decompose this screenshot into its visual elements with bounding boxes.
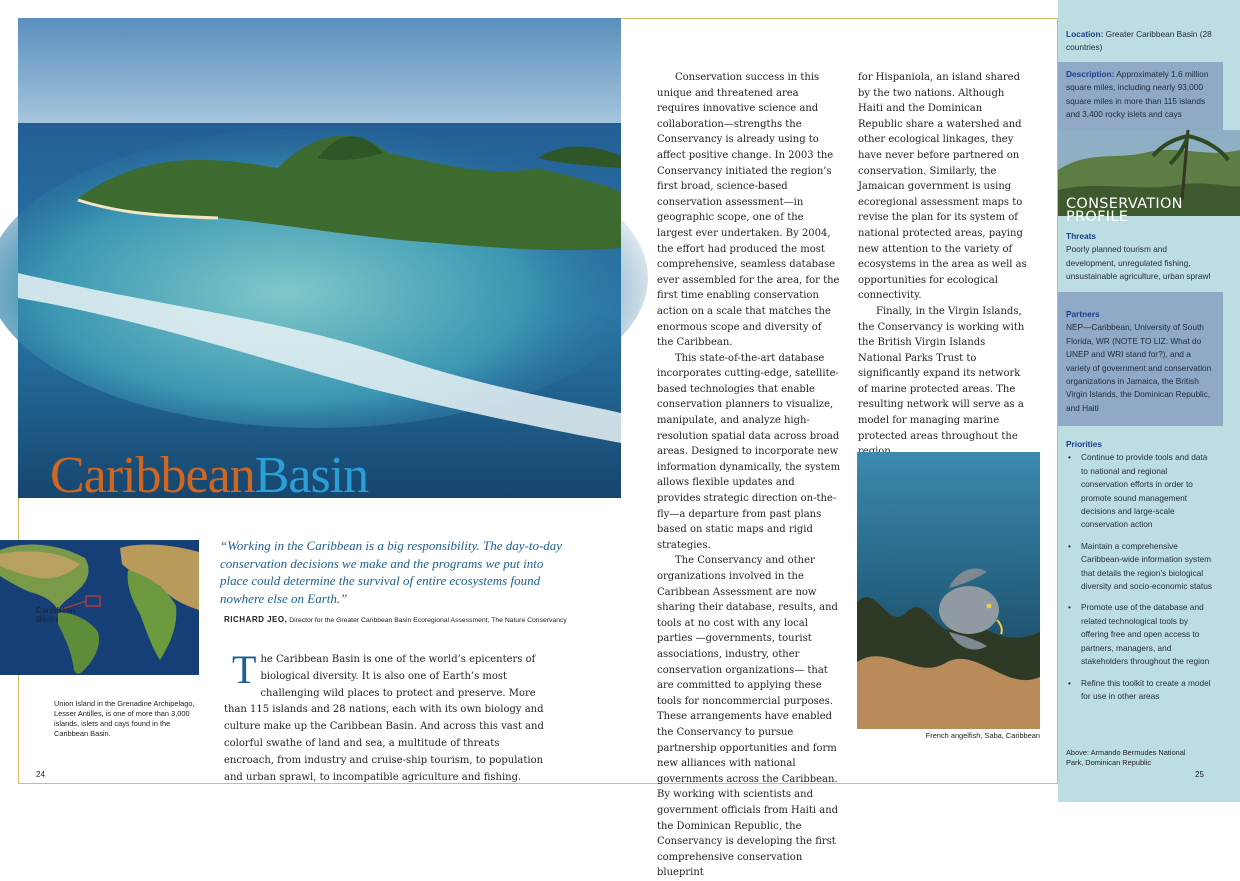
island-aerial-illustration [18, 18, 621, 498]
body-column-2 [858, 70, 1030, 460]
quote-attribution [224, 615, 569, 624]
body-paragraph: The Conservancy and other organizations involved in the Caribbean Assessment are now sharing their database, results, and tools at no cost with any local parties —governments, tourist associations, industry, other conservation organizations— that are committed to applying these tools for noncommercial purposes. These arrangements have enabled the Conservancy to pursue partnership opportunities and form new alliances with national governments across the Caribbean. By working with scientists and government officials from Haiti and the Dominican Republic, the Conservancy is developing the first comprehensive conservation blueprint [657, 555, 839, 879]
priority-item: • Promote use of the database and related technological tools by offering free and open access to partners, managers, and stakeholders throughout the region [1066, 601, 1215, 668]
description-label: Description: [1066, 69, 1115, 79]
intro-text: he Caribbean Basin is one of the world’s epicenters of biological diversity. It is also one of Earth’s most challenging wild places to protect and preserve. More than 115 islands and 28 nations, each with its own biology and culture make up the Caribbean Basin. And across this vast and colorful swathe of land and sea, a multitude of threats encroach, from industry and cruise-ship tourism, to population and urban sprawl, to incompatible agriculture and fishing. [224, 654, 544, 783]
park-photo-caption: Above: Armando Bermudes National Park, Dominican Republic [1066, 748, 1186, 767]
location-value: Greater Caribbean Basin (28 countries) [1066, 29, 1212, 53]
partners-block [1058, 292, 1223, 426]
priority-item: • Continue to provide tools and data to national and regional conservation efforts in order to promote sound management decisions and large-scale conservation action [1066, 451, 1215, 531]
priorities-block [1058, 438, 1223, 711]
map-region-label: Caribbean Basin [36, 606, 76, 625]
partners-label: Partners [1066, 309, 1100, 319]
priorities-list [1066, 451, 1215, 703]
quote-author-role: Director for the Greater Caribbean Basin Ecoregional Assessment, The Nature Conservancy [287, 617, 567, 624]
drop-cap: T [232, 647, 257, 692]
title-word-basin: Basin [254, 447, 369, 504]
location-block [1058, 28, 1223, 62]
article-title [50, 447, 369, 504]
quote-author: RICHARD JEO, [224, 615, 288, 624]
angelfish-photo [857, 452, 1040, 729]
angelfish-caption: French angelfish, Saba, Caribbean [925, 731, 1040, 740]
body-column-1 [657, 70, 841, 881]
pull-quote: “Working in the Caribbean is a big responsibility. The day-to-day conservation decisions we make and the programs we put into place could determine the survival of entire ecosystems found nowhere else on Earth.” [220, 538, 563, 606]
world-map-illustration [0, 540, 199, 675]
threats-label: Threats [1066, 231, 1096, 241]
hero-photo [18, 18, 621, 504]
description-block [1058, 62, 1223, 130]
threats-value: Poorly planned tourism and development, unregulated fishing, unsustainable agriculture, urban sprawl [1066, 244, 1211, 282]
conservation-profile-sidebar [1058, 0, 1240, 802]
description-value: Approximately 1.6 million square miles, including nearly 93,000 square miles in more than 115 islands and 3,400 rocky islets and cays [1066, 69, 1209, 120]
location-map [0, 540, 199, 675]
partners-value: NEP—Caribbean, University of South Florida, WR (NOTE TO LIZ: What do UNEP and WRI stand for?), and a variety of government and conservation organizations in Jamaica, the British Virgin Islands, the Dominican Republic, and Haiti [1066, 322, 1212, 413]
body-paragraph: Finally, in the Virgin Islands, the Conservancy is working with the British Virgin Islands National Parks Trust to significantly expand its network of marine protected areas. The resulting network will serve as a model for managing marine protected areas throughout the [858, 305, 1025, 442]
title-word-caribbean: Caribbean [50, 447, 255, 504]
priority-item: • Maintain a comprehensive Caribbean-wide information system that details the region’s biological diversity and socio-economic status [1066, 540, 1215, 594]
conservation-profile-heading: CONSERVATION PROFILE [1066, 196, 1183, 226]
page-number-left: 24 [36, 770, 45, 779]
threats-block [1058, 230, 1223, 292]
location-label: Location: [1066, 29, 1104, 39]
priorities-label: Priorities [1066, 439, 1102, 449]
body-paragraph: Conservation success in this unique and threatened area requires innovative science and collaboration—strengths the Conservancy is already using to affect positive change. In 2003 the Conservancy initiated the region’s first broad, science-based conservation assessment—in geographic scope, one of the largest ever undertaken. By 2004, the effort had produced the most comprehensive, seamless database ever assembled for the area, for the first time enabling conservation action on a scale that matches the enormous scope and diversity of the Caribbean. [657, 72, 840, 349]
intro-paragraph [224, 647, 552, 786]
page-number-right: 25 [1195, 770, 1204, 779]
hero-photo-caption: Union Island in the Grenadine Archipelago, Lesser Antilles, is one of more than 3,000 islands, islets and cays found in the Caribbean Basin. [54, 699, 195, 738]
angelfish-illustration [857, 452, 1040, 729]
priority-item: • Refine this toolkit to create a model for use in other areas [1066, 677, 1215, 704]
body-paragraph: This state-of-the-art database incorporates cutting-edge, satellite-based technologies that enable conservation planners to visualize, manipulate, and analyze high-resolution spatial data across broad areas. Designed to incorporate new information dynamically, the system allows flexible updates and provides strategic direction on-the-fly—a departure from past plans based on static maps and rigid strategies. [657, 352, 841, 551]
body-paragraph: for Hispaniola, an island shared by the two nations. Although Haiti and the Dominican Republic share a watershed and other ecological linkages, they have never before partnered on conservation. Similarly, the Jamaican government is using ecoregional assessment maps to revise the plan for its system of national protected areas, paying new attention to the variety of ecosystems in the area as well as opportunities for ecological connectivity. [858, 72, 1027, 302]
